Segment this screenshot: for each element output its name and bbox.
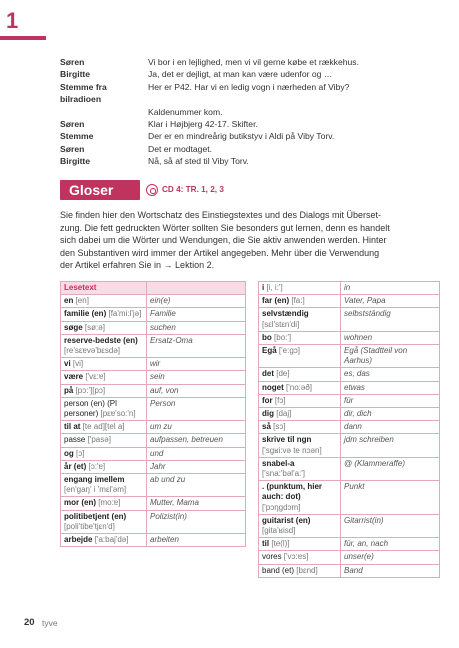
vocab-word: mor (en) — [64, 498, 96, 508]
vocab-translation: dann — [344, 422, 362, 432]
vocab-word: vores — [262, 552, 282, 562]
vocab-table-left — [60, 281, 246, 547]
intro-line: zung. Die fett gedruckten Wörter sollten Sie besonders gut lernen, denn es handelt — [60, 222, 390, 233]
dialog-line — [60, 155, 440, 167]
dialog-line — [60, 81, 440, 106]
vocab-row — [61, 421, 246, 434]
vocab-word: noget — [262, 382, 284, 392]
vocab-row — [259, 381, 440, 394]
vocab-word: det — [262, 369, 274, 379]
vocab-phonetic: ['vɔ:ɐs] — [283, 552, 309, 562]
vocab-word: familie (en) — [64, 309, 107, 319]
intro-line: der Artikel erfahren Sie in → Lektion 2. — [60, 260, 215, 271]
vocab-word: dig — [262, 409, 274, 419]
vocab-row — [259, 282, 440, 295]
vocab-translation: Punkt — [344, 482, 365, 492]
vocab-phonetic: [fɔ] — [274, 395, 286, 405]
cd-icon — [146, 184, 158, 196]
vocab-row — [61, 460, 246, 473]
vocab-translation: suchen — [150, 322, 176, 332]
vocab-translation: etwas — [344, 382, 365, 392]
vocab-word: søge — [64, 322, 83, 332]
page-number: 20 — [24, 617, 35, 628]
vocab-row — [259, 421, 440, 434]
vocab-phonetic: [fa:] — [291, 296, 305, 306]
vocab-word: engang imellem — [64, 475, 125, 485]
vocab-word: til at — [64, 422, 81, 432]
vocab-phonetic: ['vε:ɐ] — [85, 372, 106, 382]
vocab-translation: für — [344, 395, 354, 405]
vocab-phonetic: [bɛnd] — [296, 565, 318, 575]
gloser-heading: Gloser — [60, 180, 140, 200]
vocab-translation: Person — [150, 398, 176, 408]
vocab-word: passe — [64, 435, 86, 445]
intro-line: sich dabei um die Wörter und Wendungen, die Sie aktiv anwenden werden. Hinter — [60, 235, 387, 246]
vocab-word: være — [64, 372, 84, 382]
dialog-speaker: Søren — [60, 119, 85, 130]
vocab-word: til — [262, 539, 270, 549]
vocab-row — [61, 474, 246, 497]
dialog-line — [60, 68, 440, 80]
vocab-phonetic: [sεl'stεn'di] — [262, 319, 300, 329]
vocab-word: i — [262, 283, 265, 292]
vocab-word: politibetjent (en) — [64, 511, 127, 521]
cd-track-label: CD 4: TR. 1, 2, 3 — [162, 185, 224, 194]
vocab-word: guitarist (en) — [262, 515, 311, 525]
vocab-word: vi — [64, 359, 71, 369]
vocab-word: en — [64, 296, 74, 306]
dialog-line — [60, 56, 440, 68]
intro-line: Sie finden hier den Wortschatz des Einstiegstextes und des Dialogs mit Überset- — [60, 210, 381, 220]
page-number-word: tyve — [42, 618, 58, 628]
vocab-row — [61, 334, 246, 357]
vocab-row — [61, 371, 246, 384]
vocab-translation: arbeiten — [150, 535, 179, 545]
vocab-translation: Vater, Papa — [344, 296, 386, 306]
vocab-word: snabel-a — [262, 458, 295, 468]
vocab-translation: jdm schreiben — [344, 435, 394, 445]
vocab-word: for — [262, 395, 273, 405]
dialog-speaker: Søren — [60, 57, 85, 67]
vocab-word: Egå — [262, 346, 277, 356]
vocab-translation: dir, dich — [344, 409, 372, 419]
vocab-row — [259, 538, 440, 551]
vocab-phonetic: [te ad][tel a] — [82, 422, 125, 432]
vocab-phonetic: [fa'mi:l'jə] — [108, 309, 142, 319]
vocab-word: skrive til ngn — [262, 435, 312, 445]
vocab-word: selvstændig — [262, 309, 309, 319]
vocab-translation: für, an, nach — [344, 539, 389, 549]
vocab-word: år (et) — [64, 461, 87, 471]
vocab-translation: Band — [344, 565, 363, 575]
vocab-row — [259, 457, 440, 480]
dialog-speaker: Stemme — [60, 131, 94, 142]
vocab-row — [61, 434, 246, 447]
vocab-row — [61, 384, 246, 397]
vocab-phonetic: [i, i:'] — [266, 283, 283, 292]
vocab-phonetic: [te(l)] — [271, 539, 290, 549]
vocab-word: så — [262, 422, 271, 432]
vocab-translation: ein(e) — [150, 296, 171, 306]
dialog-text: Her er P42. Har vi en ledig vogn i nærheden af Viby? — [148, 81, 350, 92]
vocab-translation: unser(e) — [344, 552, 374, 562]
vocab-translation: auf, von — [150, 385, 179, 395]
vocab-row — [259, 345, 440, 368]
vocab-translation: Mutter, Mama — [150, 498, 199, 508]
vocab-phonetic: [de] — [276, 369, 290, 379]
vocab-row — [61, 497, 246, 510]
vocab-row — [259, 434, 440, 457]
dialog-speaker: Birgitte — [60, 69, 91, 80]
vocab-row — [259, 514, 440, 537]
vocab-row — [259, 308, 440, 331]
vocab-phonetic: ['a:baj'də] — [94, 535, 129, 545]
chapter-bar — [0, 36, 46, 40]
vocab-translation: sein — [150, 372, 165, 382]
dialog-speaker: Birgitte — [60, 156, 91, 167]
vocab-translation: @ (Klammeraffe) — [344, 458, 406, 468]
vocab-phonetic: [sø:ə] — [84, 322, 105, 332]
vocab-phonetic: [en'gaŋ' i 'mεl'əm] — [64, 485, 127, 495]
vocab-phonetic: [ɔ] — [76, 448, 85, 458]
vocab-row — [61, 510, 246, 533]
vocab-phonetic: [ɔ:'ɐ] — [88, 461, 106, 471]
vocab-row — [61, 308, 246, 321]
dialog-line — [60, 106, 440, 118]
vocab-word: person (en) (Pl personer) — [64, 398, 117, 419]
vocab-translation: es, das — [344, 369, 370, 379]
vocab-row — [259, 331, 440, 344]
vocab-phonetic: ['no:əð] — [286, 382, 313, 392]
vocab-row — [61, 534, 246, 547]
vocab-row — [61, 447, 246, 460]
chapter-number: 1 — [6, 8, 19, 33]
vocab-word: reserve-bedste (en) — [64, 335, 138, 345]
vocab-word: bo — [262, 332, 272, 342]
vocab-word: far (en) — [262, 296, 290, 306]
dialog-text: Kaldenummer kom. — [148, 106, 223, 117]
dialog-text: Vi bor i en lejlighed, men vi vil gerne købe et rækkehus. — [148, 57, 359, 67]
vocab-translation: in — [344, 283, 351, 292]
vocab-row — [259, 295, 440, 308]
vocab-word: arbejde — [64, 535, 93, 545]
gloser-intro — [60, 209, 440, 272]
vocab-phonetic: [mo:ɐ] — [98, 498, 121, 508]
vocab-word: . (punktum, hier auch: dot) — [262, 482, 322, 502]
vocab-word: Lesetext — [64, 283, 97, 292]
dialog-line — [60, 143, 440, 155]
vocab-translation: aufpassen, betreuen — [150, 435, 223, 445]
vocab-translation: um zu — [150, 422, 172, 432]
vocab-phonetic: [re'sεɐvə'bεsdə] — [64, 346, 120, 356]
dialog-text: Der er en mindreårig butikstyv i Aldi på Viby Torv. — [148, 131, 335, 142]
intro-line: den Substantiven wird immer der Artikel angegeben. Mehr über die Verwendung — [60, 247, 380, 258]
vocab-phonetic: [pɔ:'][pɔ] — [75, 385, 106, 395]
vocab-phonetic: [vi] — [72, 359, 84, 369]
vocab-phonetic: ['sgʁi:və te nɔən] — [262, 445, 322, 455]
vocab-phonetic: [daj] — [276, 409, 292, 419]
vocab-translation: Jahr — [150, 461, 166, 471]
vocab-translation: Polizist(in) — [150, 511, 187, 521]
vocab-row — [61, 397, 246, 420]
vocab-phonetic: [en] — [75, 296, 89, 306]
vocab-phonetic: ['e:gɔ] — [278, 346, 300, 356]
vocab-translation: Egå (Stadtteil von Aarhus) — [344, 346, 408, 366]
vocab-word: og — [64, 448, 74, 458]
vocab-phonetic: [poli'tibe'tjεn'd] — [64, 521, 115, 531]
vocab-phonetic: [sɔ] — [273, 422, 286, 432]
vocab-row — [259, 368, 440, 381]
dialog-block — [60, 56, 440, 168]
vocab-row — [61, 295, 246, 308]
vocab-phonetic: [bo:'] — [274, 332, 292, 342]
vocab-translation: Gitarrist(in) — [344, 515, 384, 525]
dialog-text: Klar i Højbjerg 42-17. Skifter. — [148, 119, 258, 130]
vocab-phonetic: [pεɐ'so:'n] — [100, 409, 136, 419]
vocab-row — [259, 481, 440, 515]
dialog-speaker — [60, 106, 148, 118]
vocab-row — [259, 408, 440, 421]
vocab-phonetic: ['pasə] — [87, 435, 111, 445]
vocab-row — [259, 551, 440, 564]
vocab-translation: Ersatz-Oma — [150, 335, 193, 345]
vocab-row — [61, 321, 246, 334]
vocab-row — [61, 282, 246, 295]
dialog-text: Ja, det er dejligt, at man kan være udenfor og … — [148, 69, 333, 80]
vocab-phonetic: [gita'ʁisd] — [262, 526, 296, 536]
vocab-translation: wir — [150, 359, 161, 369]
vocab-table-right — [258, 281, 440, 578]
dialog-speaker: Stemme fra bilradioen — [60, 81, 107, 105]
dialog-text: Det er modtaget. — [148, 143, 213, 154]
vocab-word: band (et) — [262, 565, 295, 575]
dialog-line — [60, 118, 440, 130]
vocab-row — [259, 564, 440, 577]
vocab-translation: Familie — [150, 309, 176, 319]
dialog-line — [60, 130, 440, 142]
vocab-translation: selbstständig — [344, 309, 391, 319]
vocab-translation: ab und zu — [150, 475, 186, 485]
dialog-speaker: Søren — [60, 143, 85, 154]
dialog-text: Nå, så af sted til Viby Torv. — [148, 156, 249, 167]
vocab-translation: und — [150, 448, 164, 458]
vocab-phonetic: ['sna:'bəl'a:'] — [262, 469, 306, 479]
vocab-phonetic: ['pɔŋgdɔm] — [262, 502, 301, 512]
vocab-word: på — [64, 385, 74, 395]
vocab-row — [259, 394, 440, 407]
vocab-row — [61, 358, 246, 371]
vocab-translation: wohnen — [344, 332, 373, 342]
